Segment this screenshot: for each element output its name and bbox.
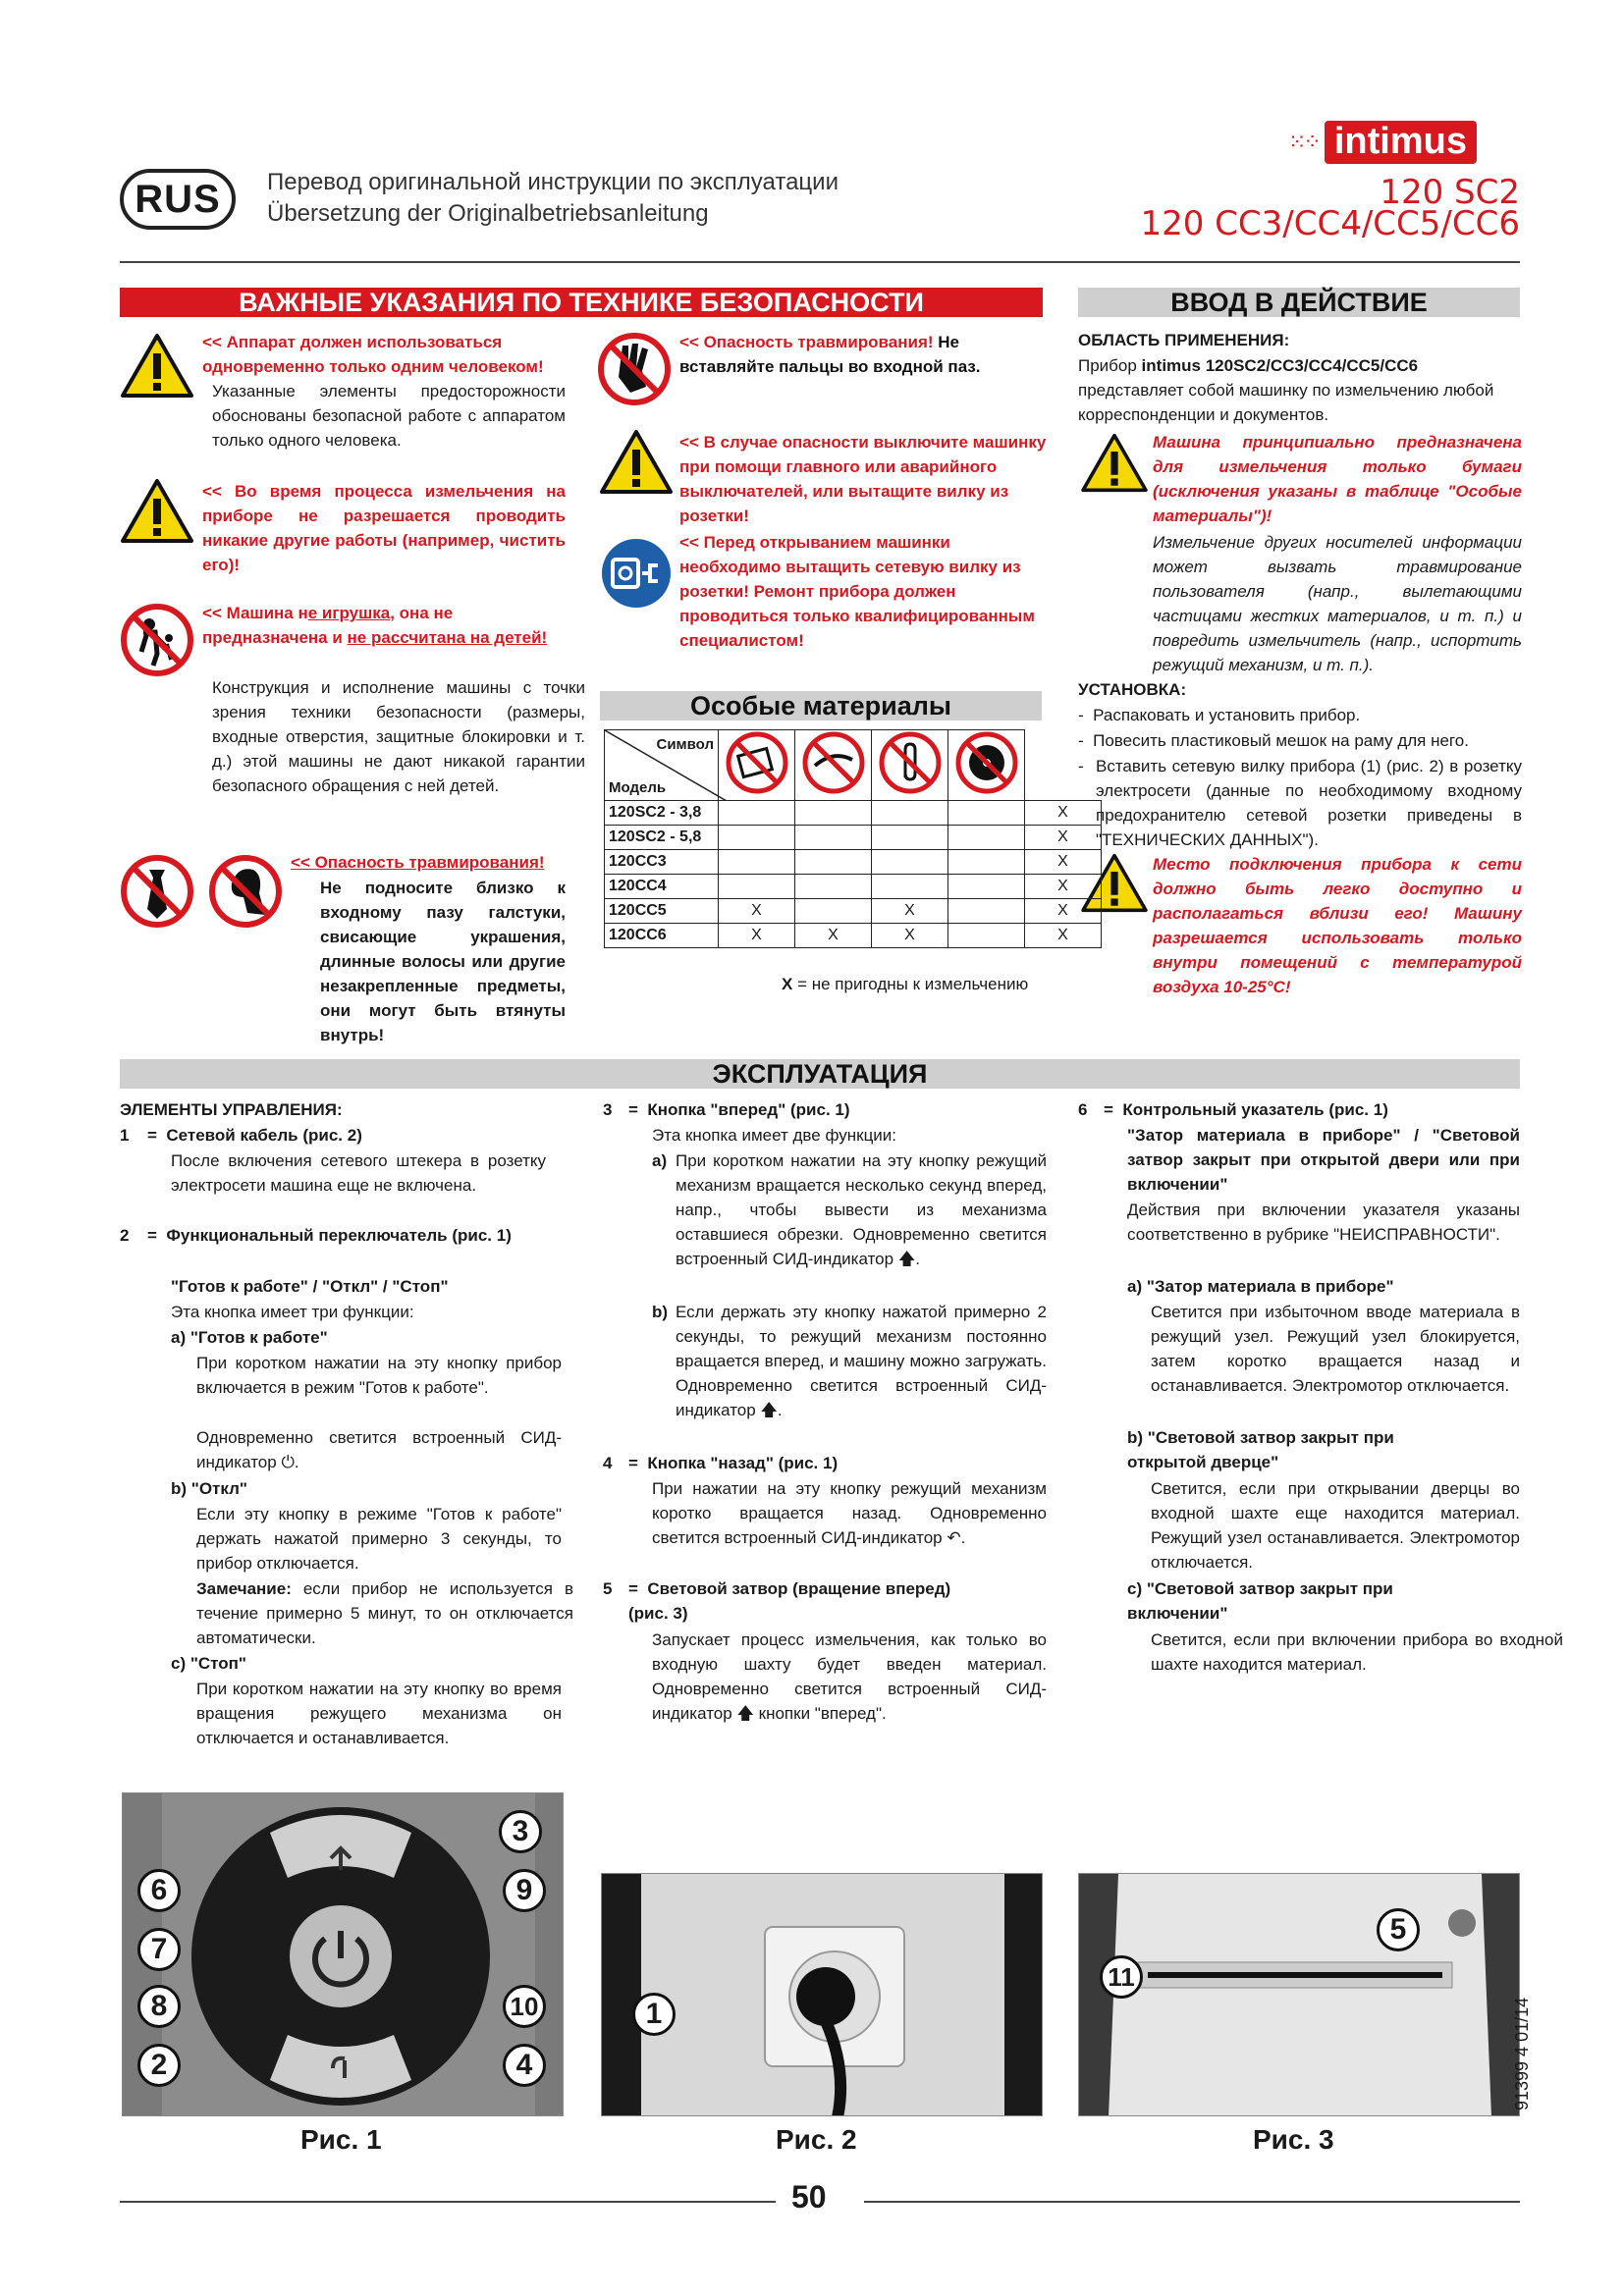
warning-triangle-icon <box>120 477 194 544</box>
page-number: 50 <box>791 2179 827 2215</box>
model-cell: 120CC3 <box>605 850 719 875</box>
callout-6: 6 <box>137 1869 181 1912</box>
mark-cell: X <box>872 924 948 948</box>
item-1-title: = Сетевой кабель (рис. 2) <box>147 1126 362 1145</box>
no-card-icon <box>801 730 866 795</box>
mark-cell <box>948 875 1025 899</box>
item-6a-title: a) "Затор материала в приборе" <box>1127 1277 1394 1296</box>
mark-cell <box>719 801 795 826</box>
logo-dots-icon: ⁙⁘ <box>1288 130 1319 154</box>
mark-cell <box>795 875 872 899</box>
item-3b-text-body: Если держать эту кнопку нажатой примерно 2 секунды, то режущий механизм постоянно вращается вперед, и машину можно загружать. Одновременно светится встроенный СИД-индикатор <box>676 1303 1047 1419</box>
table-row <box>605 899 1102 924</box>
scope-text-a: Прибор <box>1078 356 1142 375</box>
callout-5: 5 <box>1377 1908 1420 1951</box>
mark-cell: X <box>1025 801 1102 826</box>
callout-8: 8 <box>137 1985 181 2028</box>
not-a-toy-part-d: не рассчитана на детей! <box>347 628 548 647</box>
mark-cell <box>719 826 795 850</box>
header-divider <box>120 261 1520 263</box>
item-3-text: Эта кнопка имеет две функции: <box>652 1126 897 1145</box>
install-step-3-text: Вставить сетевую вилку прибора (1) (рис. 2) в розетку электросети (данные по необходимому входному предохранителю сетевой розетки приведены в "ТЕХНИЧЕСКИХ ДАННЫХ"). <box>1096 757 1522 849</box>
warning-not-a-toy <box>202 601 566 650</box>
item-3a-text-body: При коротком нажатии на эту кнопку режущий механизм вращается несколько секунд вперед, напр., чтобы вывести из механизма оставшиеся обрезки. Одновременно светится встроенный СИД-индикатор <box>676 1151 1047 1268</box>
item-2-subtitle: "Готов к работе" / "Откл" / "Стоп" <box>171 1277 449 1296</box>
callout-11: 11 <box>1100 1955 1143 1999</box>
item-2a-title: a) "Готов к работе" <box>171 1328 328 1347</box>
item-6-subtitle: "Затор материала в приборе" / "Световой затвор закрыт при открытой двери или при включении" <box>1127 1126 1520 1194</box>
no-cd-icon <box>725 730 789 795</box>
item-2c-text: При коротком нажатии на эту кнопку во время вращения режущего механизма он отключается и останавливается. <box>196 1680 562 1747</box>
item-4-text <box>652 1476 1047 1550</box>
install-safety-warning: Место подключения прибора к сети должно быть легко доступно и располагаться вблизи его! Машину разрешается использовать только внутри помещений с температурой воздуха 10-25°C! <box>1153 855 1522 996</box>
install-step-2 <box>1078 728 1469 753</box>
callout-7: 7 <box>137 1928 181 1971</box>
forward-arrow-icon: 🡅. <box>760 1401 783 1419</box>
not-a-toy-part-b: е игрушка <box>307 604 391 622</box>
install-step-2-text: Повесить пластиковый мешок на раму для него. <box>1093 731 1469 750</box>
table-row <box>605 924 1102 948</box>
table-row <box>605 801 1102 826</box>
mark-cell <box>948 899 1025 924</box>
warning-injury-title: << Опасность травмирования! <box>291 853 545 872</box>
no-paperclip-icon <box>878 730 943 795</box>
item-6-title-text: Контрольный указатель (рис. 1) <box>1122 1100 1388 1119</box>
unplug-mandatory-icon <box>599 536 674 611</box>
warning-fingers <box>679 330 1043 379</box>
table-row <box>605 875 1102 899</box>
operation-section-title: ЭКСПЛУАТАЦИЯ <box>120 1059 1520 1089</box>
model-cell: 120CC6 <box>605 924 719 948</box>
mark-cell: X <box>719 924 795 948</box>
item-2-title-text: Функциональный переключатель (рис. 1) <box>166 1226 512 1245</box>
item-3b-text <box>676 1300 1047 1422</box>
mark-cell: X <box>719 899 795 924</box>
symbol-cell <box>872 730 948 801</box>
item-6-title: = Контрольный указатель (рис. 1) <box>1104 1100 1388 1119</box>
mark-cell <box>948 924 1025 948</box>
item-5-text-a: Запускает процесс измельчения, как только во входную шахту будет введен материал. Одновременно светится встроенный СИД-индикатор <box>652 1630 1047 1723</box>
mark-cell <box>948 826 1025 850</box>
model-line-2: 120 CC3/CC4/CC5/CC6 <box>1140 204 1520 243</box>
legend-text: = не пригодны к измельчению <box>792 975 1029 993</box>
scope-other-media-text: Измельчение других носителей информации может вызвать травмирование пользователя (напр., вылетающими частицами жестких материалов, и т. п.) и повредить измельчитель (напр., испортить режущий механизм, и т. п.). <box>1153 533 1522 674</box>
figure-3-shredder-top-photo <box>1078 1873 1520 2116</box>
brand-name: intimus <box>1325 121 1477 164</box>
item-6c-title: c) "Световой затвор закрыт при включении" <box>1127 1579 1393 1623</box>
mark-cell <box>872 826 948 850</box>
item-1-text: После включения сетевого штекера в розетку электросети машина еще не включена. <box>171 1151 546 1195</box>
no-fingers-icon <box>597 332 672 406</box>
control-panel-illustration <box>123 1793 564 2116</box>
scope-paper-only-warning: Машина принципиально предназначена для измельчения только бумаги (исключения указаны в таблице "Особые материалы")! <box>1153 433 1522 525</box>
scope-text <box>1078 353 1522 427</box>
callout-3: 3 <box>499 1810 542 1853</box>
item-4-text-body: При нажатии на эту кнопку режущий механизм коротко вращается назад. Одновременно светится встроенный СИД-индикатор <box>652 1479 1047 1547</box>
symbol-label: Символ <box>656 736 714 753</box>
install-heading: УСТАНОВКА: <box>1078 680 1187 699</box>
figure-2-caption: Рис. 2 <box>776 2124 857 2155</box>
document-number: 91399 4 01/14 <box>1512 1997 1532 2110</box>
warning-triangle-icon <box>599 428 674 495</box>
item-4-title: = Кнопка "назад" (рис. 1) <box>628 1454 839 1472</box>
figure-1-caption: Рис. 1 <box>300 2124 382 2155</box>
mark-cell <box>948 801 1025 826</box>
item-2b-note <box>196 1576 573 1650</box>
note-label: Замечание: <box>196 1579 292 1598</box>
mark-cell <box>795 801 872 826</box>
item-number: 2 <box>120 1226 130 1245</box>
mark-cell <box>795 826 872 850</box>
warning-injury-tie-text: Не подносите близко к входному пазу галстуки, свисающие украшения, длинные волосы или другие незакрепленные предметы, они могут быть втянуты внутрь! <box>320 879 566 1044</box>
header-title-de: Übersetzung der Originalbetriebsanleitung <box>267 200 709 227</box>
legend-x: X <box>782 975 793 993</box>
item-5-text-b: кнопки "вперед". <box>753 1704 887 1723</box>
item-5-title-text: Световой затвор (вращение вперед) (рис. 3) <box>628 1579 951 1623</box>
not-a-toy-part-a: << Машина н <box>202 604 308 622</box>
reverse-arrow-icon: ↶. <box>947 1528 966 1547</box>
bullet: - <box>1078 731 1094 750</box>
special-materials-legend <box>782 975 1028 994</box>
model-cell: 120CC5 <box>605 899 719 924</box>
item-2a-text: При коротком нажатии на эту кнопку прибор включается в режим "Готов к работе". <box>196 1354 562 1397</box>
mark-cell <box>719 850 795 875</box>
item-number: 5 <box>603 1579 613 1598</box>
warning-emergency-off: << В случае опасности выключите машинку при помощи главного или аварийного выключателей, или вытащите вилку из розетки! <box>679 433 1047 525</box>
controls-heading: ЭЛЕМЕНТЫ УПРАВЛЕНИЯ: <box>120 1100 343 1119</box>
item-6-text: Действия при включении указателя указаны соответственно в рубрике "НЕИСПРАВНОСТИ". <box>1127 1201 1520 1244</box>
item-number: 6 <box>1078 1100 1088 1119</box>
item-2-text: Эта кнопка имеет три функции: <box>171 1303 414 1321</box>
warning-one-person-text: Указанные элементы предосторожности обоснованы безопасной работе с аппаратом только одного человека. <box>212 382 566 450</box>
item-3-title-text: Кнопка "вперед" (рис. 1) <box>647 1100 850 1119</box>
item-3a-marker: a) <box>652 1151 668 1170</box>
mark-cell: X <box>1025 924 1102 948</box>
no-children-icon <box>120 603 194 677</box>
warning-one-person: << Аппарат должен использоваться одновременно только одним человеком! <box>202 333 544 376</box>
footer-rule-left <box>120 2201 776 2203</box>
warning-unplug-repair: << Перед открыванием машинки необходимо вытащить сетевую вилку из розетки! Ремонт прибора должен проводиться только квалифицированным специалистом! <box>679 533 1035 650</box>
warning-no-other-work: << Во время процесса измельчения на приборе не разрешается проводить никакие другие работы (например, чистить его)! <box>202 482 566 574</box>
install-step-1-text: Распаковать и установить прибор. <box>1093 706 1361 724</box>
power-icon: ⏻. <box>281 1453 299 1471</box>
bullet: - <box>1078 757 1084 775</box>
item-5-text <box>652 1628 1047 1726</box>
item-3a-text <box>676 1148 1047 1271</box>
mark-cell: X <box>1025 850 1102 875</box>
no-disc-icon <box>954 730 1019 795</box>
safety-section-title: ВАЖНЫЕ УКАЗАНИЯ ПО ТЕХНИКЕ БЕЗОПАСНОСТИ <box>120 288 1043 317</box>
mark-cell <box>872 875 948 899</box>
item-6b-text: Светится, если при открывании дверцы во входной шахте еще находится материал. Режущий узел останавливается. Электромотор отключается. <box>1151 1479 1520 1572</box>
item-number: 3 <box>603 1100 613 1119</box>
mark-cell <box>795 899 872 924</box>
mark-cell <box>948 850 1025 875</box>
mark-cell <box>872 801 948 826</box>
item-2c-title: c) "Стоп" <box>171 1654 246 1673</box>
symbol-cell <box>948 730 1025 801</box>
table-row <box>605 826 1102 850</box>
item-6c-text: Светится, если при включении прибора во входной шахте находится материал. <box>1151 1630 1563 1674</box>
scope-text-c: представляет собой машинку по измельчению любой корреспонденции и документов. <box>1078 381 1494 424</box>
callout-2: 2 <box>137 2044 181 2087</box>
item-6b-title: b) "Световой затвор закрыт при открытой дверце" <box>1127 1428 1394 1471</box>
model-cell: 120SC2 - 5,8 <box>605 826 719 850</box>
item-3b-marker: b) <box>652 1303 669 1321</box>
special-materials-table <box>604 729 1102 948</box>
not-a-toy-part-c: , она не предназначена и <box>202 604 454 647</box>
special-materials-title: Особые материалы <box>600 691 1042 721</box>
wall-socket-illustration <box>602 1874 1043 2116</box>
warning-not-a-toy-text: Конструкция и исполнение машины с точки зрения техники безопасности (размеры, входные отверстия, защитные блокировки и т. д.) этой машины не дают никакой гарантии безопасного обращения с ней детей. <box>212 678 585 795</box>
table-header-row <box>605 730 1102 801</box>
no-long-hair-icon <box>208 854 283 929</box>
install-step-1 <box>1078 703 1360 727</box>
item-2-title: = Функциональный переключатель (рис. 1) <box>147 1226 512 1245</box>
scope-heading: ОБЛАСТЬ ПРИМЕНЕНИЯ: <box>1078 331 1290 349</box>
callout-4: 4 <box>503 2044 546 2087</box>
item-3-title: = Кнопка "вперед" (рис. 1) <box>628 1100 850 1119</box>
forward-arrow-icon: 🡅 <box>736 1704 754 1723</box>
item-6a-text: Светится при избыточном вводе материала в режущий узел. Режущий узел блокируется, затем коротко вращается назад и останавливается. Электромотор отключается. <box>1151 1303 1520 1395</box>
item-2b-title: b) "Откл" <box>171 1479 247 1498</box>
brand-logo <box>1288 118 1519 167</box>
item-2b-text: Если эту кнопку в режиме "Готов к работе" держать нажатой примерно 3 секунды, то прибор отключается. <box>196 1505 562 1573</box>
callout-10: 10 <box>503 1985 546 2028</box>
symbol-cell <box>795 730 872 801</box>
warning-fingers-text: Не вставляйте пальцы во входной паз. <box>679 333 981 376</box>
note-text: если прибор не используется в течение примерно 5 минут, то он отключается автоматически. <box>196 1579 573 1647</box>
mark-cell <box>795 850 872 875</box>
callout-1: 1 <box>632 1993 676 2036</box>
figure-1-control-panel-photo <box>122 1792 564 2116</box>
model-cell: 120SC2 - 3,8 <box>605 801 719 826</box>
table-row <box>605 850 1102 875</box>
mark-cell: X <box>1025 826 1102 850</box>
bullet: - <box>1078 706 1094 724</box>
mark-cell <box>872 850 948 875</box>
startup-section-title: ВВОД В ДЕЙСТВИЕ <box>1078 288 1520 317</box>
footer-rule-right <box>864 2201 1520 2203</box>
item-number: 4 <box>603 1454 613 1472</box>
item-2a-led <box>196 1425 562 1474</box>
mark-cell <box>719 875 795 899</box>
item-5-title: = Световой затвор (вращение вперед) (рис. 3) <box>628 1579 951 1623</box>
item-4-title-text: Кнопка "назад" (рис. 1) <box>647 1454 839 1472</box>
symbol-cell <box>719 730 795 801</box>
forward-arrow-icon: 🡅. <box>897 1250 921 1268</box>
scope-model: intimus 120SC2/CC3/CC4/CC5/CC6 <box>1141 356 1419 375</box>
item-number: 1 <box>120 1126 130 1145</box>
figure-2-wall-socket-photo <box>601 1873 1043 2116</box>
model-cell: 120CC4 <box>605 875 719 899</box>
model-label: Модель <box>609 779 667 796</box>
no-tie-icon <box>120 854 194 929</box>
table-corner-cell <box>605 730 719 801</box>
warning-triangle-icon <box>120 332 194 399</box>
item-1-title-text: Сетевой кабель (рис. 2) <box>166 1126 362 1145</box>
header-title-ru: Перевод оригинальной инструкции по эксплуатации <box>267 169 839 195</box>
language-badge: RUS <box>120 169 236 230</box>
mark-cell: X <box>872 899 948 924</box>
callout-9: 9 <box>503 1869 546 1912</box>
mark-cell: X <box>795 924 872 948</box>
model-line-1: 120 SC2 <box>1380 173 1520 212</box>
item-2a-led-text: Одновременно светится встроенный СИД-индикатор <box>196 1428 562 1471</box>
warning-triangle-icon <box>1080 432 1149 493</box>
warning-fingers-title: << Опасность травмирования! <box>679 333 934 351</box>
figure-3-caption: Рис. 3 <box>1253 2124 1334 2155</box>
shredder-top-illustration <box>1079 1874 1520 2116</box>
mark-cell: X <box>1025 899 1102 924</box>
mark-cell: X <box>1025 875 1102 899</box>
